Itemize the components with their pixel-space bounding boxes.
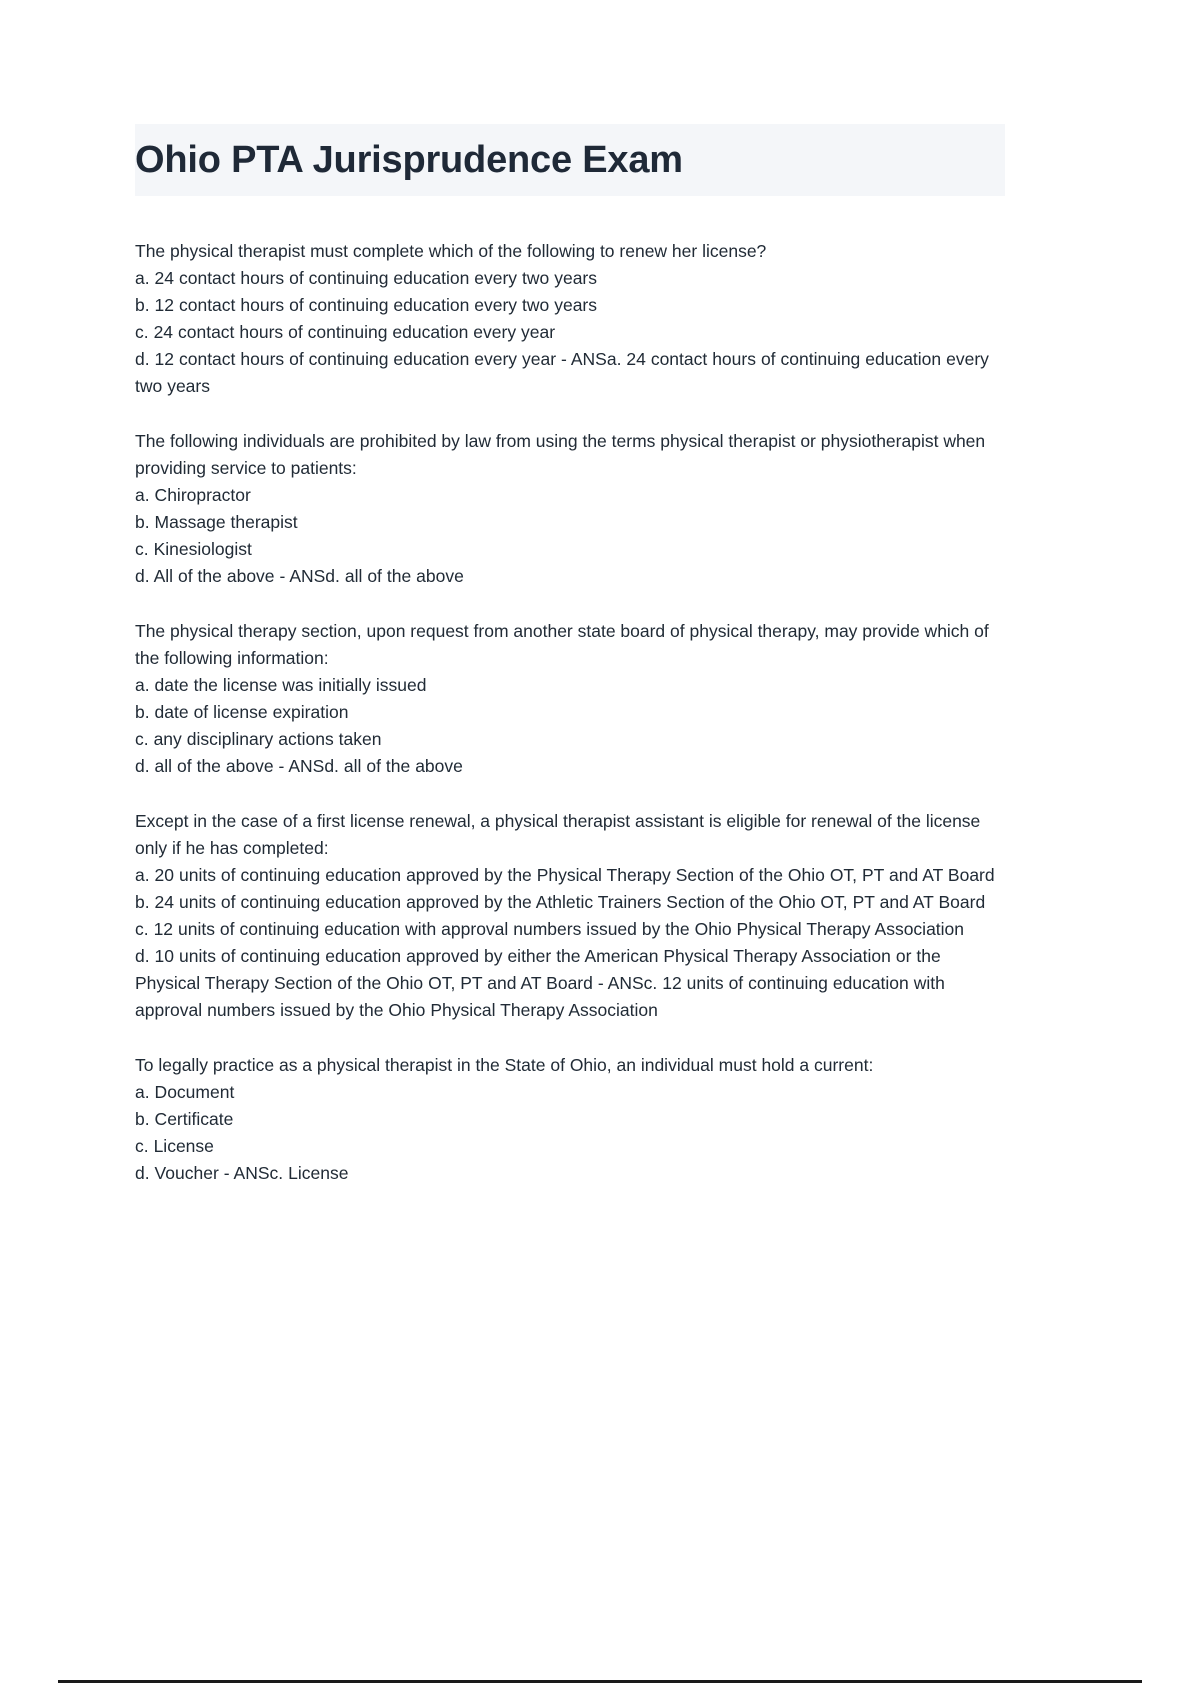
- question-option-with-answer: d. Voucher - ANSc. License: [135, 1163, 349, 1183]
- question-option: c. Kinesiologist: [135, 539, 252, 559]
- question-option-with-answer: d. All of the above - ANSd. all of the above: [135, 566, 464, 586]
- question-stem: Except in the case of a first license renewal, a physical therapist assistant is eligible for renewal of the license only if he has completed:: [135, 811, 981, 858]
- question-block: [135, 808, 1007, 1024]
- title-banner: [135, 124, 1005, 196]
- question-block: [135, 238, 1007, 400]
- question-option: a. 20 units of continuing education approved by the Physical Therapy Section of the Ohio OT, PT and AT Board: [135, 865, 995, 885]
- question-option: c. 24 contact hours of continuing education every year: [135, 322, 556, 342]
- question-block: [135, 428, 1007, 590]
- document-page: [58, 0, 1142, 1700]
- question-block: [135, 1052, 1007, 1187]
- question-option: b. Certificate: [135, 1109, 234, 1129]
- question-option: b. 24 units of continuing education approved by the Athletic Trainers Section of the Ohio OT, PT and AT Board: [135, 892, 986, 912]
- question-option-with-answer: d. 10 units of continuing education approved by either the American Physical Therapy Association or the Physical Therapy Section of the Ohio OT, PT and AT Board - ANSc. 12 units of continuing education with approval numbers issued by the Ohio Physical Therapy Association: [135, 946, 945, 1020]
- question-option: a. Chiropractor: [135, 485, 251, 505]
- page-bottom-rule: [58, 1680, 1142, 1683]
- question-option-with-answer: d. all of the above - ANSd. all of the above: [135, 756, 463, 776]
- question-option: c. License: [135, 1136, 214, 1156]
- question-option: a. 24 contact hours of continuing education every two years: [135, 268, 598, 288]
- question-option-with-answer: d. 12 contact hours of continuing education every year - ANSa. 24 contact hours of continuing education every two years: [135, 349, 989, 396]
- question-stem: The physical therapist must complete which of the following to renew her license?: [135, 241, 767, 261]
- page-title: Ohio PTA Jurisprudence Exam: [135, 139, 683, 181]
- exam-question-list: [135, 238, 1007, 1215]
- question-option: a. Document: [135, 1082, 235, 1102]
- question-option: c. 12 units of continuing education with approval numbers issued by the Ohio Physical Therapy Association: [135, 919, 965, 939]
- question-option: b. date of license expiration: [135, 702, 349, 722]
- question-option: b. 12 contact hours of continuing education every two years: [135, 295, 598, 315]
- question-stem: The following individuals are prohibited by law from using the terms physical therapist or physiotherapist when providing service to patients:: [135, 431, 986, 478]
- question-option: c. any disciplinary actions taken: [135, 729, 382, 749]
- question-stem: To legally practice as a physical therapist in the State of Ohio, an individual must hold a current:: [135, 1055, 874, 1075]
- question-block: [135, 618, 1007, 780]
- question-option: b. Massage therapist: [135, 512, 298, 532]
- question-stem: The physical therapy section, upon request from another state board of physical therapy, may provide which of the following information:: [135, 621, 989, 668]
- question-option: a. date the license was initially issued: [135, 675, 427, 695]
